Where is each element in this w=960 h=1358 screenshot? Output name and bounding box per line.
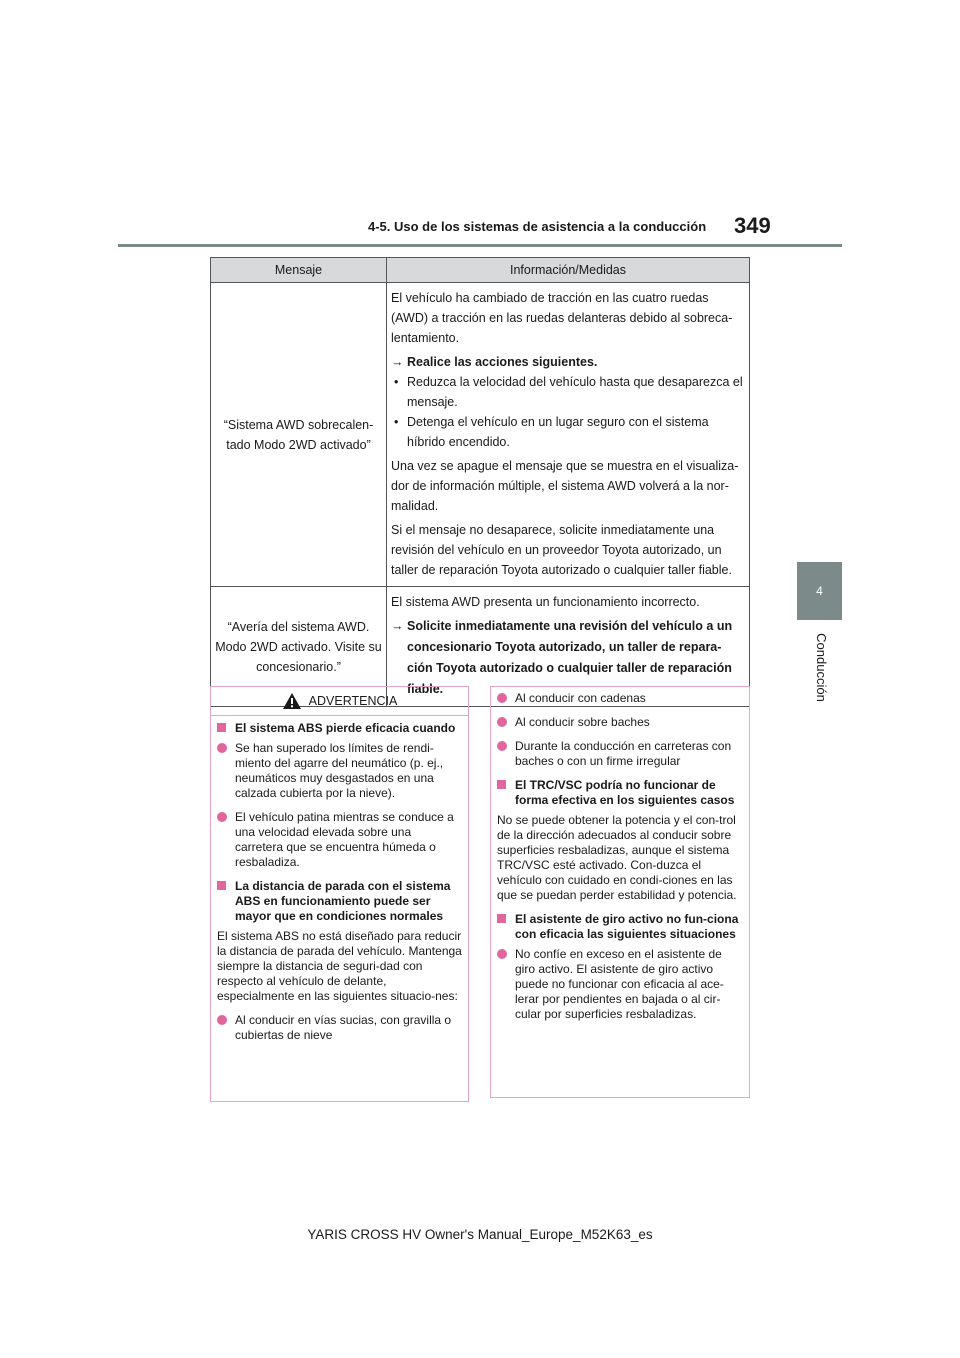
warning-heading: El TRC/VSC podría no funcionar de forma efectiva en los siguientes casos <box>497 778 743 808</box>
info-paragraph: Una vez se apague el mensaje que se muestra en el visualiza-dor de información múltiple, el sistema AWD volverá a la nor-malidad. <box>391 459 739 513</box>
column-header-message: Mensaje <box>211 258 387 283</box>
info-cell <box>387 283 750 587</box>
bullet-icon: • <box>394 415 399 429</box>
square-bullet-icon <box>217 881 226 890</box>
table-header-row <box>211 258 750 283</box>
info-paragraph: El vehículo ha cambiado de tracción en las cuatro ruedas (AWD) a tracción en las ruedas delanteras debido al sobreca-lentamiento. <box>391 291 733 345</box>
warning-box-right <box>490 686 750 1098</box>
table-row <box>211 283 750 587</box>
square-bullet-icon <box>217 723 226 732</box>
warning-heading: El asistente de giro activo no fun-ciona con eficacia las siguientes situaciones <box>497 912 743 942</box>
arrow-icon: → <box>391 619 404 633</box>
list-item <box>391 412 745 452</box>
list-item-text: Reduzca la velocidad del vehículo hasta que desaparezca el mensaje. <box>407 375 743 409</box>
warning-paragraph: No se puede obtener la potencia y el con-trol de la dirección adecuados al conducir sobre superficies resbaladizas, aunque el sistema TRC/VSC esté activado. Con-duzca el vehículo con cuidado en condi-ciones en las que se puedan perder estabilidad y potencia. <box>497 813 737 902</box>
chapter-number: 4 <box>816 584 823 598</box>
list-item: El vehículo patina mientras se conduce a una velocidad elevada sobre una carretera que se encuentra húmeda o resbaladiza. <box>217 810 462 870</box>
message-text: “Avería del sistema AWD. <box>227 619 370 634</box>
circle-bullet-icon <box>497 741 507 751</box>
section-title: 4-5. Uso de los sistemas de asistencia a la conducción <box>368 219 707 234</box>
circle-bullet-icon <box>497 717 507 727</box>
action-line <box>391 352 745 372</box>
list-item: Al conducir en vías sucias, con gravilla o cubiertas de nieve <box>217 1013 462 1043</box>
list-item-text: Detenga el vehículo en un lugar seguro con el sistema híbrido encendido. <box>407 415 709 449</box>
footer-text: YARIS CROSS HV Owner's Manual_Europe_M52K63_es <box>307 1227 653 1242</box>
list-item: Al conducir sobre baches <box>497 715 743 730</box>
warning-title: ADVERTENCIA <box>308 693 398 708</box>
warning-heading: El sistema ABS pierde eficacia cuando <box>217 721 462 736</box>
list-item: Durante la conducción en carreteras con baches o con un firme irregular <box>497 739 743 769</box>
message-cell <box>211 283 387 587</box>
circle-bullet-icon <box>217 812 227 822</box>
list-item: No confíe en exceso en el asistente de giro activo. El asistente de giro activo puede no funcionar con eficacia al ace-lerar por pendientes en bajada o al cir-cular por superficies resbaladizas. <box>497 947 743 1022</box>
warning-body <box>491 687 749 1022</box>
arrow-icon: → <box>391 355 404 369</box>
circle-bullet-icon <box>497 949 507 959</box>
warning-body <box>211 716 468 1043</box>
warning-header <box>211 687 468 716</box>
warning-box-left <box>210 686 469 1102</box>
message-text: concesionario.” <box>256 659 341 674</box>
info-paragraph: El sistema AWD presenta un funcionamiento incorrecto. <box>391 595 700 609</box>
circle-bullet-icon <box>217 1015 227 1025</box>
message-text: “Sistema AWD sobrecalen- <box>223 417 374 432</box>
warning-triangle-icon <box>282 692 302 710</box>
chapter-label: Conducción <box>813 632 829 702</box>
bullet-icon: • <box>394 375 399 389</box>
list-item <box>391 372 745 412</box>
message-text: Modo 2WD activado. Visite su <box>215 639 382 654</box>
chapter-tab <box>797 562 842 620</box>
list-item: Al conducir con cadenas <box>497 691 743 706</box>
page-number: 349 <box>734 213 771 238</box>
action-text: Realice las acciones siguientes. <box>407 355 598 369</box>
warning-paragraph: El sistema ABS no está diseñado para reducir la distancia de parada del vehículo. Mantenga siempre la distancia de seguri-dad con respecto al vehículo de delante, especialmente en las siguientes situacio-nes: <box>217 929 462 1003</box>
message-text: tado Modo 2WD activado” <box>226 437 371 452</box>
circle-bullet-icon <box>217 743 227 753</box>
list-item: Se han superado los límites de rendi-miento del agarre del neumático (p. ej., neumáticos muy desgastados en una calzada cubierta por la nieve). <box>217 741 462 801</box>
column-header-info: Información/Medidas <box>387 258 750 283</box>
info-paragraph: Si el mensaje no desaparece, solicite inmediatamente una revisión del vehículo en un proveedor Toyota autorizado, un taller de reparación Toyota autorizado o cualquier taller fiable. <box>391 523 732 577</box>
circle-bullet-icon <box>497 693 507 703</box>
action-text: Solicite inmediatamente una revisión del vehículo a un concesionario Toyota autorizado, un taller de repara-ción Toyota autorizado o cualquier taller de reparación fiable. <box>407 619 733 696</box>
warning-heading: La distancia de parada con el sistema ABS en funcionamiento puede ser mayor que en condiciones normales <box>217 879 462 924</box>
header-divider <box>118 244 842 247</box>
message-table <box>210 257 750 707</box>
square-bullet-icon <box>497 914 506 923</box>
square-bullet-icon <box>497 780 506 789</box>
